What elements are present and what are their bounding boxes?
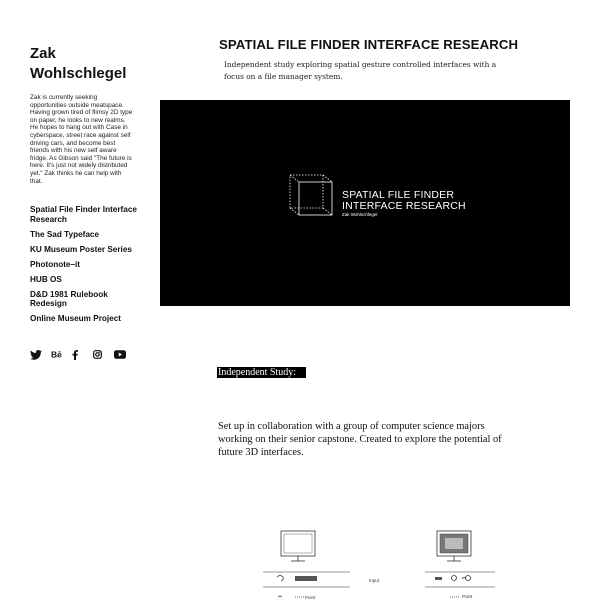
diagram-graphic [255, 525, 515, 600]
facebook-icon[interactable] [72, 348, 93, 362]
project-nav [30, 205, 140, 324]
interaction-diagram [255, 525, 515, 600]
page-subtitle: Independent study exploring spatial gesture controlled interfaces with a focus on a file manager system. [224, 60, 497, 81]
nav-link[interactable]: The Sad Typeface [30, 229, 100, 239]
section-label: Independent Study: [217, 367, 306, 378]
nav-item-photonote-it[interactable] [30, 260, 138, 270]
twitter-icon[interactable] [30, 348, 51, 362]
behance-icon[interactable] [51, 348, 72, 362]
nav-item-online-museum[interactable] [30, 314, 138, 324]
section-body: Set up in collaboration with a group of computer science majors working on their senior capstone. Created to explore the potential of future 3D interfaces. [218, 421, 502, 458]
youtube-icon[interactable] [114, 348, 135, 362]
social-links [30, 348, 140, 362]
nav-item-sad-typeface[interactable] [30, 230, 138, 240]
nav-link[interactable]: Photonote–it [30, 259, 81, 269]
sidebar [30, 44, 140, 362]
diagram-input-label: Input [369, 578, 380, 583]
nav-item-ku-museum-poster[interactable] [30, 245, 138, 255]
author-name[interactable] [30, 44, 140, 84]
nav-link[interactable]: D&D 1981 Rulebook Redesign [30, 289, 108, 309]
hero-title: SPATIAL FILE FINDER INTERFACE RESEARCH [342, 189, 466, 212]
author-first-name[interactable]: Zak [30, 45, 56, 62]
author-bio: Zak is currently seeking opportunities outside meatspace. Having grown tired of flimsy 2D type on paper, he looks to new realms. He hopes to hang out with Case in cyberspace, street race against self driving cars, and become best friends with his new self aware fridge. As Gibson said "The future is here. It's just not widely distributed yet." Zak thinks he can help with that. [30, 94, 133, 185]
hero-author: Zak Wohlschlegel [342, 212, 378, 217]
nav-link[interactable]: Spatial File Finder Interface Research [30, 205, 137, 224]
diagram-point-label-right: Point [462, 594, 473, 599]
diagram-point-label-left: Point [305, 595, 316, 600]
wireframe-cube-icon [288, 172, 334, 218]
nav-item-spatial-file-finder[interactable] [30, 205, 138, 224]
author-last-name[interactable]: Wohlschlegel [30, 65, 127, 82]
nav-link[interactable]: HUB OS [30, 274, 62, 284]
hero-image [160, 100, 570, 306]
nav-item-hub-os[interactable] [30, 275, 138, 285]
nav-link[interactable]: KU Museum Poster Series [30, 244, 132, 254]
nav-item-dnd-rulebook[interactable] [30, 290, 138, 309]
svg-text:Bē: Bē [51, 350, 62, 360]
instagram-icon[interactable] [93, 348, 114, 362]
page-title: SPATIAL FILE FINDER INTERFACE RESEARCH [219, 37, 519, 52]
left-monitor [281, 531, 315, 556]
nav-link[interactable]: Online Museum Project [30, 314, 121, 324]
